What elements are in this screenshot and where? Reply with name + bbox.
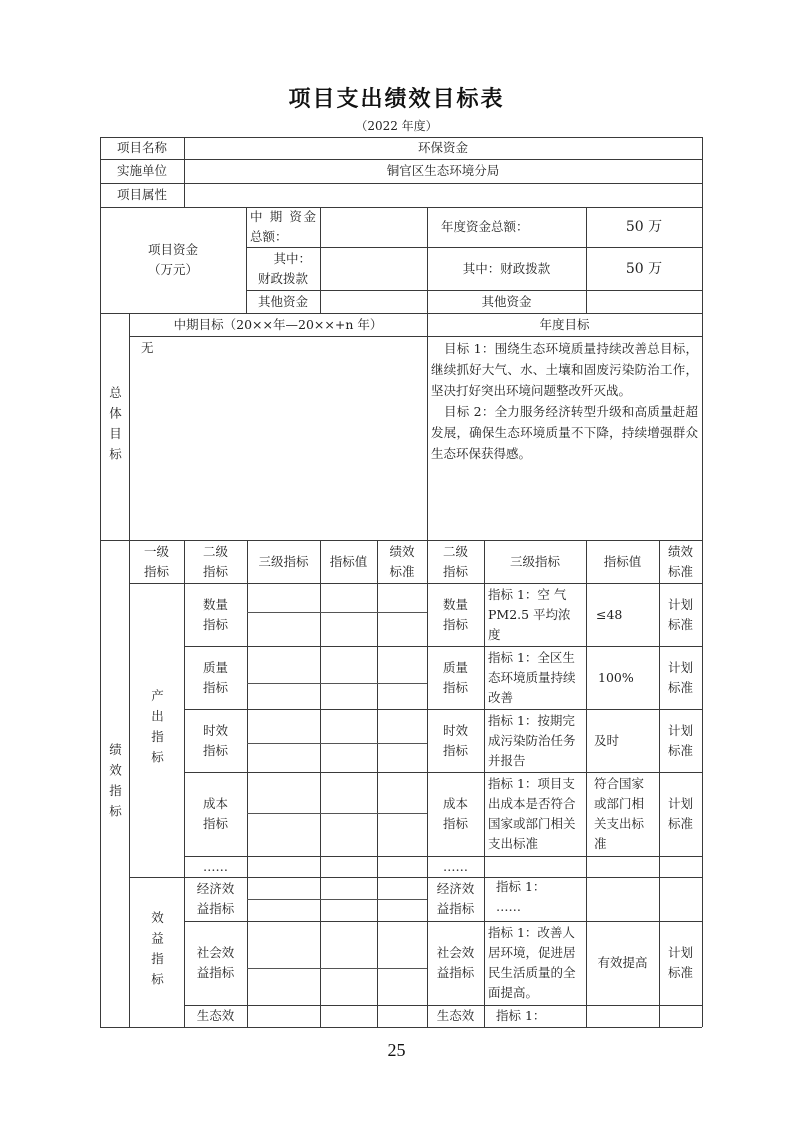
subrow-divider <box>247 968 427 969</box>
annual-standard-economic <box>659 877 702 921</box>
indicators-label-cell <box>100 540 129 1027</box>
header-value: 指标值 <box>329 553 368 569</box>
annual-value-timeliness: 及时 <box>594 732 620 748</box>
annual-fiscal-value: 50 万 <box>625 260 663 277</box>
annual-value-cost: 符合国家或部门相关支出标准 <box>594 776 645 851</box>
header-annual-level2: 二级指标 <box>442 543 468 579</box>
funds-label: 项目资金 <box>147 242 198 257</box>
annual-goal-1: 目标 1：围绕生态环境质量持续改善总目标，继续抓好大气、水、土壤和固废污染防治工作，坚决打好突出环境问题整改歼灭战。 <box>431 341 698 398</box>
level1-benefit-cell <box>129 877 184 1027</box>
annual-level2-economic: 经济效益指标 <box>436 881 475 916</box>
annual-standard-ecological <box>659 1005 702 1027</box>
annual-level2-quality: 质量指标 <box>442 659 468 695</box>
col-divider <box>377 540 378 1027</box>
midterm-other-label: 其他资金 <box>257 293 308 309</box>
year-subtitle: （2022 年度） <box>355 119 438 133</box>
level2-timeliness: 时效指标 <box>202 722 228 758</box>
row-divider <box>129 336 702 337</box>
level2-social: 社会效益指标 <box>196 945 235 980</box>
header-annual-level3: 三级指标 <box>509 553 560 569</box>
midterm-goal-header: 中期目标（20××年—20××+n 年） <box>173 316 383 332</box>
level2-cost: 成本指标 <box>202 796 228 831</box>
annual-level2-quantity: 数量指标 <box>442 596 468 632</box>
annual-total-value: 50 万 <box>625 219 663 235</box>
annual-standard-social: 计划标准 <box>667 945 693 980</box>
annual-level2-social: 社会效益指标 <box>436 945 475 980</box>
annual-level3-quantity: 指标 1：空 气 PM2.5 平均浓度 <box>488 586 571 642</box>
annual-level2-cost: 成本指标 <box>442 796 468 831</box>
overall-goals-label: 总体目标 <box>107 385 123 468</box>
funds-label-cell <box>100 207 246 313</box>
midterm-total-value <box>320 207 427 247</box>
header-annual-value: 指标值 <box>603 553 642 569</box>
annual-standard-timeliness: 计划标准 <box>667 722 693 758</box>
annual-goal-text-cell <box>427 338 702 538</box>
indicators-label: 绩效指标 <box>107 742 123 825</box>
annual-total-label: 年度资金总额： <box>441 219 529 234</box>
subrow-divider <box>247 683 427 684</box>
unit-label: 实施单位 <box>116 163 167 178</box>
page-number: 25 <box>387 1040 406 1060</box>
annual-level2-timeliness: 时效指标 <box>442 722 468 758</box>
annual-level3-cost: 指标 1：项目支出成本是否符合国家或部门相关支出标准 <box>488 776 576 851</box>
project-name-value: 环保资金 <box>417 140 468 155</box>
annual-standard-more <box>659 856 702 877</box>
table-border-bottom <box>100 1027 702 1028</box>
header-level1: 一级指标 <box>143 543 169 579</box>
level2-quantity: 数量指标 <box>202 596 228 632</box>
annual-value-ecological <box>586 1005 659 1027</box>
annual-level3-more <box>484 856 586 877</box>
col-divider <box>247 540 248 1027</box>
subrow-divider <box>247 743 427 744</box>
level2-ecological: 生态效 <box>196 1008 235 1023</box>
annual-value-more <box>586 856 659 877</box>
midterm-total-label-cell <box>246 207 320 247</box>
annual-goal-header: 年度目标 <box>539 316 590 332</box>
level1-output-cell <box>129 583 184 877</box>
midterm-fiscal-value <box>320 247 427 290</box>
subrow-divider <box>247 899 427 900</box>
unit-value: 铜官区生态环境分局 <box>386 163 500 178</box>
overall-goals-label-cell <box>100 313 129 540</box>
annual-level3-timeliness: 指标 1：按期完成污染防治任务并报告 <box>488 712 576 768</box>
header-standard: 绩效标准 <box>389 543 415 579</box>
header-level3: 三级指标 <box>258 553 309 569</box>
project-name-label: 项目名称 <box>116 140 167 155</box>
annual-level3-ecological: 指标 1： <box>496 1008 546 1023</box>
annual-fiscal-label: 其中：财政拨款 <box>462 260 551 276</box>
table-border-right <box>702 137 703 1027</box>
page-title: 项目支出绩效目标表 <box>288 87 505 112</box>
annual-value-quantity: ≤48 <box>596 606 623 622</box>
subrow-divider <box>247 813 427 814</box>
funds-unit: （万元） <box>147 262 198 277</box>
annual-level3-economic-cell <box>484 877 586 921</box>
col-divider <box>320 540 321 1027</box>
annual-standard-quality: 计划标准 <box>667 659 693 695</box>
level2-economic: 经济效益指标 <box>196 881 235 916</box>
attribute-label: 项目属性 <box>116 187 167 202</box>
annual-level3-quality: 指标 1：全区生态环境质量持续改善 <box>488 649 576 705</box>
midterm-fiscal-label-cell <box>246 247 320 290</box>
midterm-fiscal-label-2: 财政拨款 <box>257 270 308 286</box>
annual-standard-cost: 计划标准 <box>667 796 693 831</box>
annual-level2-more: …… <box>443 858 468 874</box>
annual-level3-social: 指标 1：改善人居环境，促进居民生活质量的全面提高。 <box>488 925 576 1000</box>
annual-other-value <box>586 290 702 313</box>
level2-more: …… <box>203 858 228 874</box>
annual-value-social: 有效提高 <box>597 955 648 970</box>
header-annual-standard: 绩效标准 <box>667 543 693 579</box>
level1-benefit-label: 效益指标 <box>149 911 165 993</box>
header-level2: 二级指标 <box>202 543 228 579</box>
annual-value-economic <box>586 877 659 921</box>
midterm-goal-text: 无 <box>141 340 154 355</box>
annual-value-quality: 100% <box>598 669 634 685</box>
midterm-other-value <box>320 290 427 313</box>
subrow-divider <box>247 612 427 613</box>
annual-goal-2: 目标 2：全力服务经济转型升级和高质量赶超发展，确保生态环境质量不下降，持续增强群众生态环保获得感。 <box>431 404 698 461</box>
midterm-fiscal-label-1: 其中： <box>273 250 311 266</box>
annual-level3-economic-a: 指标 1： <box>496 879 546 894</box>
annual-level2-ecological: 生态效 <box>436 1008 475 1023</box>
midterm-total-label: 中 期 资金总额： <box>250 209 316 244</box>
level2-quality: 质量指标 <box>202 659 228 695</box>
level1-output-label: 产出指标 <box>149 689 165 771</box>
attribute-value <box>184 183 702 207</box>
annual-level3-economic-b: …… <box>496 899 521 914</box>
annual-other-label: 其他资金 <box>481 293 532 309</box>
annual-standard-quantity: 计划标准 <box>667 596 693 632</box>
